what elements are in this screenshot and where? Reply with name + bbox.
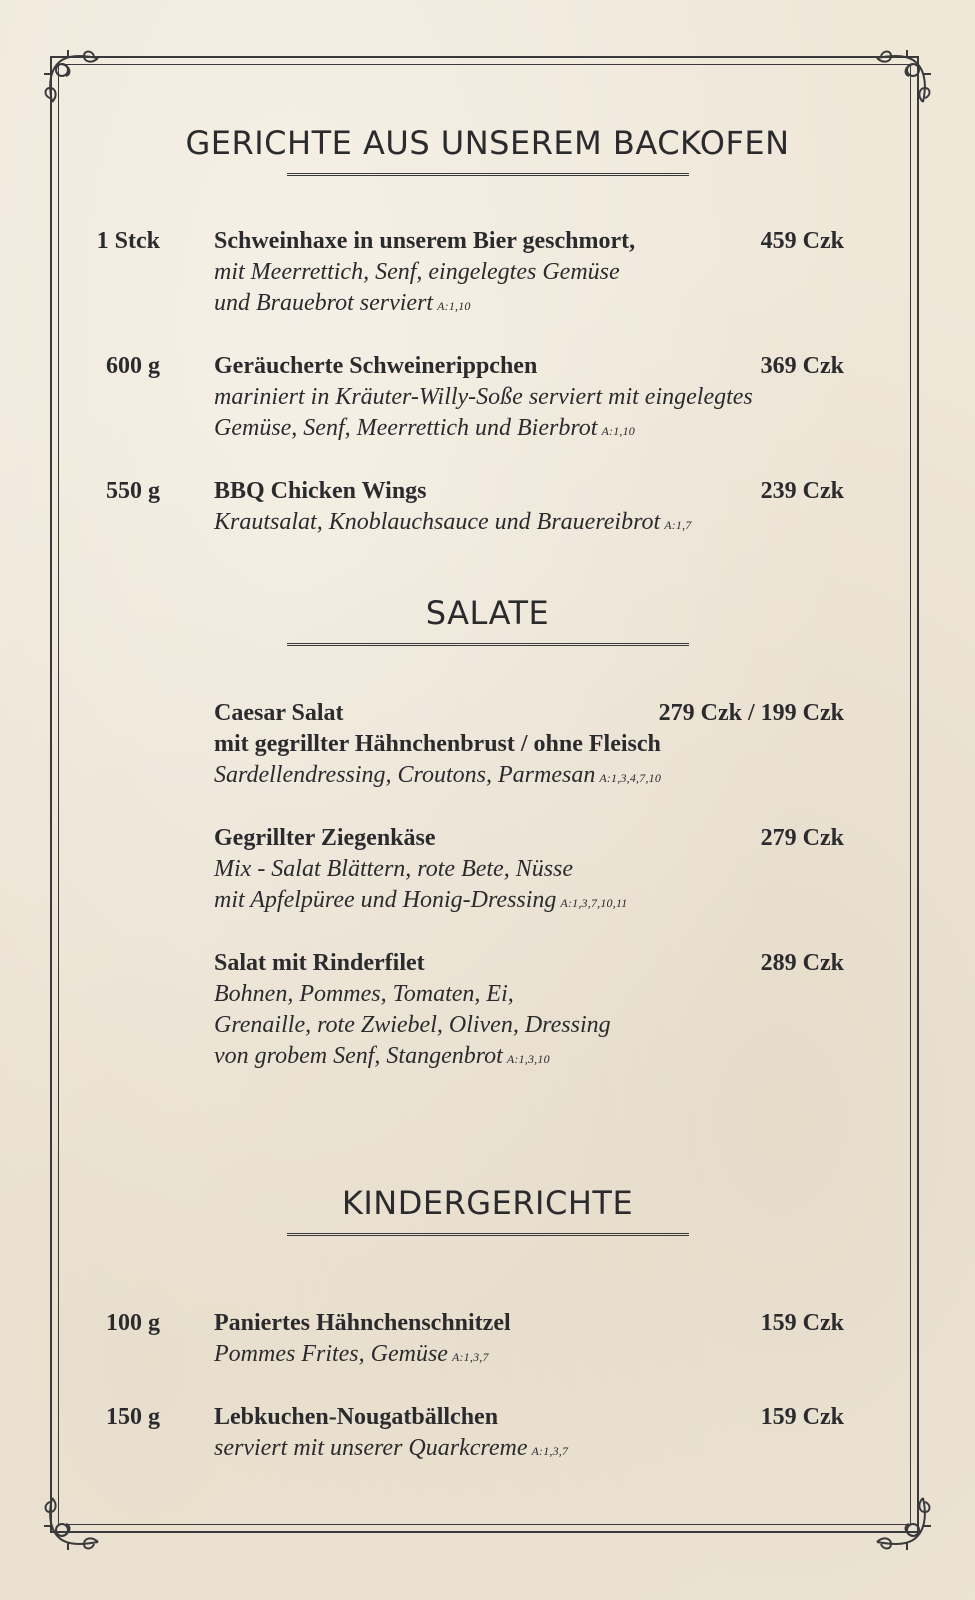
item-allergens: A:1,3,10: [506, 1052, 550, 1066]
item-description-last: Krautsalat, Knoblauchsauce und Brauereibrot A:1,7: [214, 509, 692, 535]
item-weight: 1 Stck: [96, 228, 160, 254]
section-divider: [287, 643, 689, 646]
item-allergens: A:1,3,7: [531, 1444, 569, 1458]
item-weight: 550 g: [106, 478, 160, 504]
item-name: Paniertes Hähnchenschnitzel: [214, 1310, 511, 1336]
item-price: 459 Czk: [760, 228, 844, 254]
item-allergens: A:1,3,4,7,10: [599, 771, 662, 785]
item-description: Mix - Salat Blättern, rote Bete, Nüsse: [214, 856, 574, 882]
item-allergens: A:1,7: [664, 518, 692, 532]
item-subname: mit gegrillter Hähnchenbrust / ohne Fleisch: [214, 731, 661, 757]
ornament-corner-icon: [867, 44, 937, 114]
item-description: mit Meerrettich, Senf, eingelegtes Gemüse: [214, 259, 620, 285]
item-description-last: Gemüse, Senf, Meerrettich und Bierbrot A:1,10: [214, 415, 635, 441]
item-name: Gegrillter Ziegenkäse: [214, 825, 436, 851]
item-allergens: A:1,10: [601, 424, 635, 438]
item-description: Grenaille, rote Zwiebel, Oliven, Dressing: [214, 1012, 611, 1038]
item-description-last: serviert mit unserer Quarkcreme A:1,3,7: [214, 1435, 569, 1461]
item-price: 239 Czk: [760, 478, 844, 504]
section-divider: [287, 1233, 689, 1236]
item-price: 279 Czk: [760, 825, 844, 851]
item-description-last: von grobem Senf, Stangenbrot A:1,3,10: [214, 1043, 550, 1069]
item-price: 279 Czk / 199 Czk: [658, 700, 844, 726]
item-price: 159 Czk: [760, 1310, 844, 1336]
section-title-kinder: KINDERGERICHTE: [341, 1184, 634, 1222]
item-allergens: A:1,3,7,10,11: [560, 896, 628, 910]
item-price: 159 Czk: [760, 1404, 844, 1430]
item-name: Salat mit Rinderfilet: [214, 950, 425, 976]
item-weight: 600 g: [106, 353, 160, 379]
item-allergens: A:1,3,7: [451, 1350, 489, 1364]
item-weight: 100 g: [106, 1310, 160, 1336]
ornament-corner-icon: [38, 44, 108, 114]
item-description-last: Sardellendressing, Croutons, Parmesan A:1,3,4,7,10: [214, 762, 662, 788]
item-description: Bohnen, Pommes, Tomaten, Ei,: [214, 981, 514, 1007]
item-allergens: A:1,10: [437, 299, 471, 313]
item-description-last: mit Apfelpüree und Honig-Dressing A:1,3,7,10,11: [214, 887, 628, 913]
item-name: BBQ Chicken Wings: [214, 478, 427, 504]
item-price: 289 Czk: [760, 950, 844, 976]
item-name: Schweinhaxe in unserem Bier geschmort,: [214, 228, 636, 254]
item-price: 369 Czk: [760, 353, 844, 379]
item-name: Lebkuchen-Nougatbällchen: [214, 1404, 499, 1430]
section-divider: [287, 173, 689, 176]
section-title-backofen: GERICHTE AUS UNSEREM BACKOFEN: [185, 124, 790, 162]
item-description-last: Pommes Frites, Gemüse A:1,3,7: [214, 1341, 489, 1367]
item-description-last: und Brauebrot serviert A:1,10: [214, 290, 471, 316]
item-name: Geräucherte Schweinerippchen: [214, 353, 538, 379]
item-name: Caesar Salat: [214, 700, 344, 726]
ornament-corner-icon: [38, 1486, 108, 1556]
ornament-corner-icon: [867, 1486, 937, 1556]
section-title-salate: SALATE: [425, 594, 550, 632]
item-weight: 150 g: [106, 1404, 160, 1430]
item-description: mariniert in Kräuter-Willy-Soße serviert mit eingelegtes: [214, 384, 753, 410]
